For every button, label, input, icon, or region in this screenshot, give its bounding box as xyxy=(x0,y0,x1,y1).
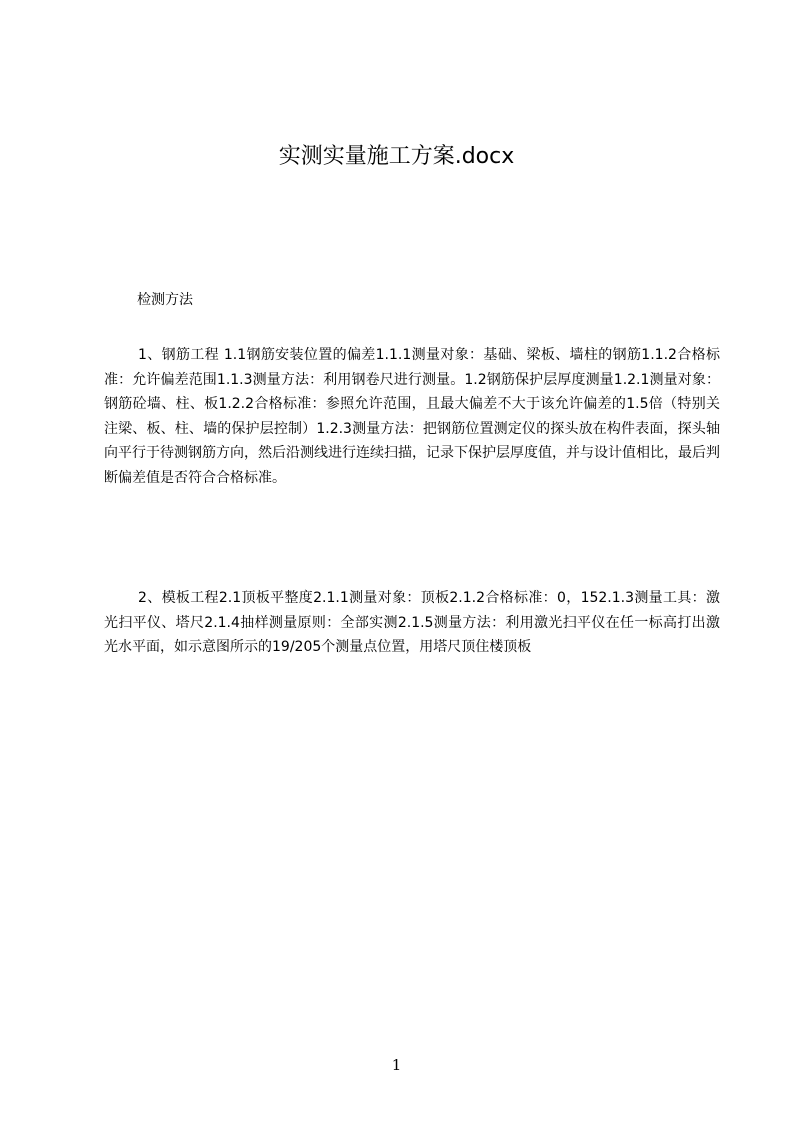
document-title: 实测实量施工方案.docx xyxy=(278,144,515,169)
paragraph-formwork-engineering: 2、模板工程2.1顶板平整度2.1.1测量对象：顶板2.1.2合格标准：0，152.1.3测量工具：激光扫平仪、塔尺2.1.4抽样测量原则：全部实测2.1.5测量方法：利用激光扫平仪在任一标高打出激光水平面，如示意图所示的19/205个测量点位置，用塔尺顶住楼顶板 xyxy=(104,590,720,656)
paragraph-rebar-engineering: 1、钢筋工程 1.1钢筋安装位置的偏差1.1.1测量对象：基础、梁板、墙柱的钢筋1.1.2合格标准：允许偏差范围1.1.3测量方法：利用钢卷尺进行测量。1.2钢筋保护层厚度测量1.2.1测量对象：钢筋砼墙、柱、板1.2.2合格标准：参照允许范围，且最大偏差不大于该允许偏差的1.5倍（特别关注梁、板、柱、墙的保护层控制）1.2.3测量方法：把钢筋位置测定仪的探头放在构件表面，探头轴向平行于待测钢筋方向，然后沿测线进行连续扫描，记录下保护层厚度值，并与设计值相比，最后判断偏差值是否符合合格标准。 xyxy=(104,347,720,486)
section-heading: 检测方法 xyxy=(137,292,193,308)
page-number: 1 xyxy=(391,1056,402,1074)
